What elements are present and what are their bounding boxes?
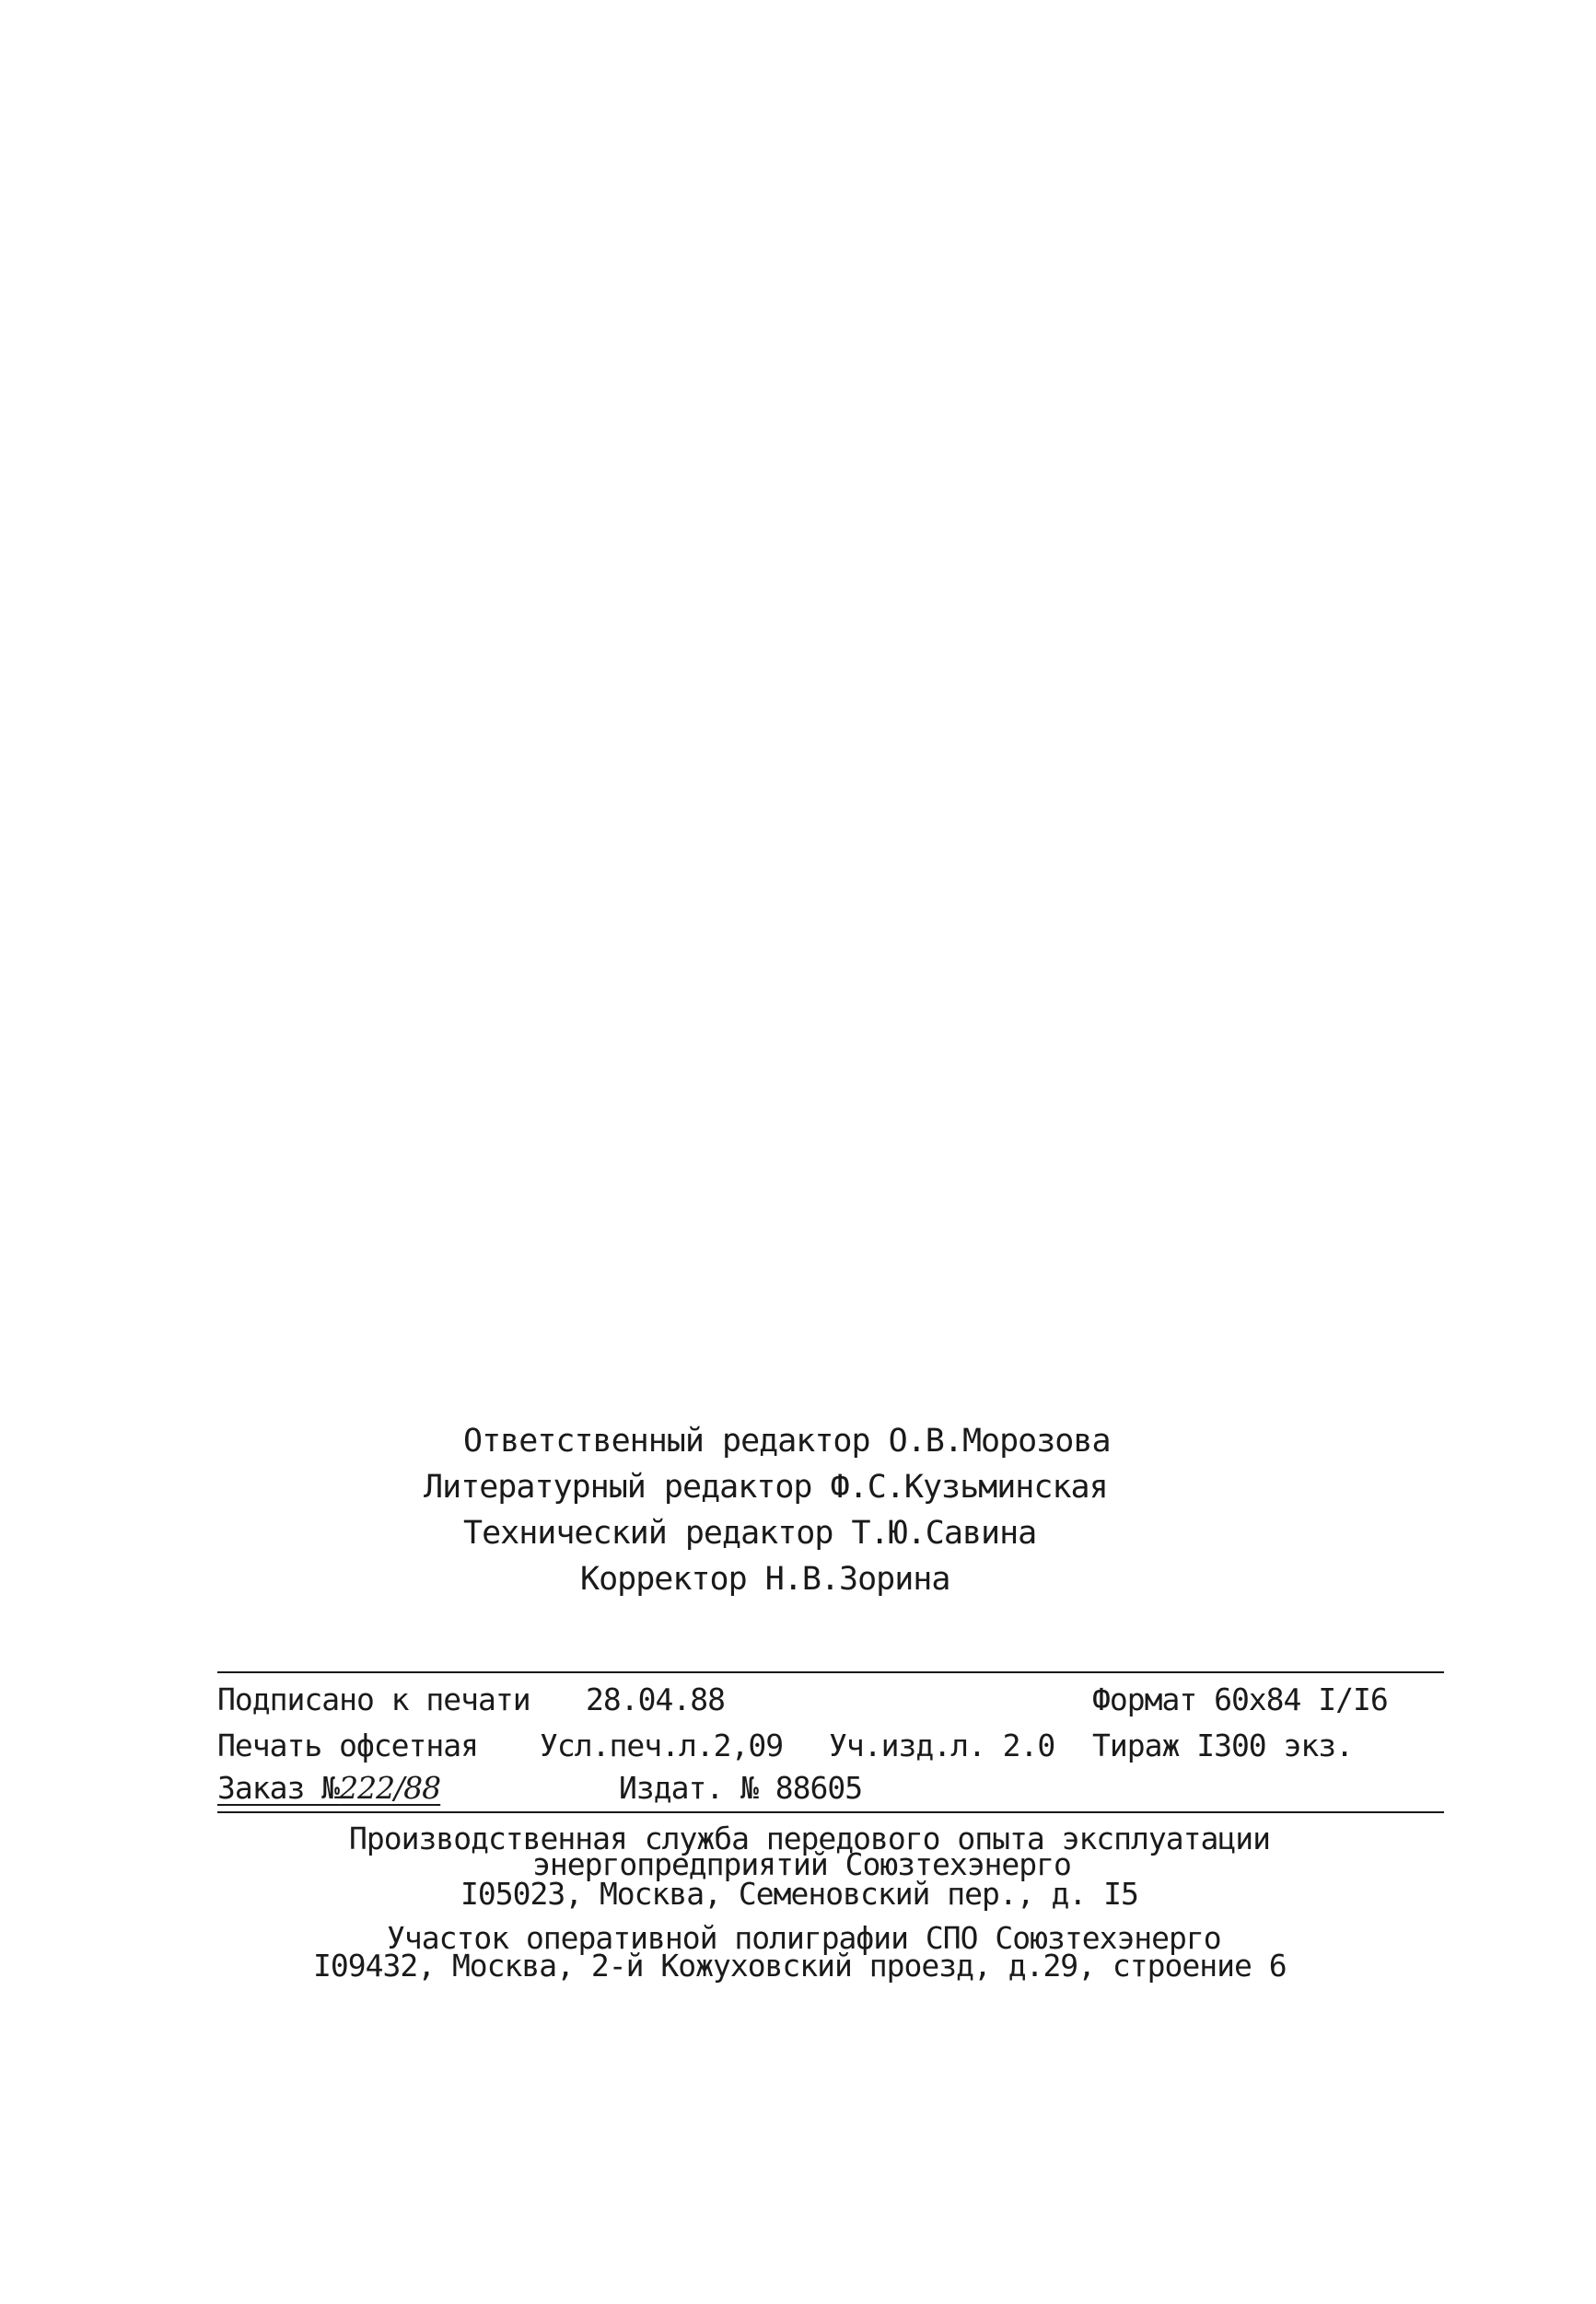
printer-address: I09432, Москва, 2-й Кожуховский проезд, д.29, строение 6 [313,1948,1287,1984]
order [217,1771,440,1806]
printer-name: Участок оперативной полиграфии СПО Союзтехэнерго [387,1920,1221,1956]
signed-date: 28.04.88 [586,1681,725,1717]
responsible-editor: Ответственный редактор О.В.Морозова [463,1423,1111,1460]
edition-sheets: Уч.изд.л. 2.0 [829,1728,1055,1763]
publisher-subname: энергопредприятий Союзтехэнерго [532,1846,1071,1882]
imprint-bottom-rule [217,1811,1444,1813]
signed-label: Подписано к печати [217,1681,530,1717]
publication-number: Издат. № 88605 [619,1770,863,1806]
format: Формат 60х84 I/I6 [1092,1681,1388,1717]
circulation: Тираж I300 экз. [1092,1728,1354,1763]
corrector: Корректор Н.В.Зорина [580,1561,950,1598]
publisher-address: I05023, Москва, Семеновский пер., д. I5 [460,1876,1138,1912]
imprint-top-rule [217,1671,1444,1673]
publisher-name: Производственная служба передового опыта эксплуатации [349,1821,1270,1856]
order-label: Заказ № [217,1770,340,1806]
literary-editor: Литературный редактор Ф.С.Кузьминская [424,1469,1108,1506]
technical-editor: Технический редактор Т.Ю.Савина [463,1515,1037,1552]
print-type: Печать офсетная [217,1728,479,1763]
print-sheets: Усл.печ.л.2,09 [540,1728,784,1763]
order-number: 222/88 [339,1770,441,1806]
